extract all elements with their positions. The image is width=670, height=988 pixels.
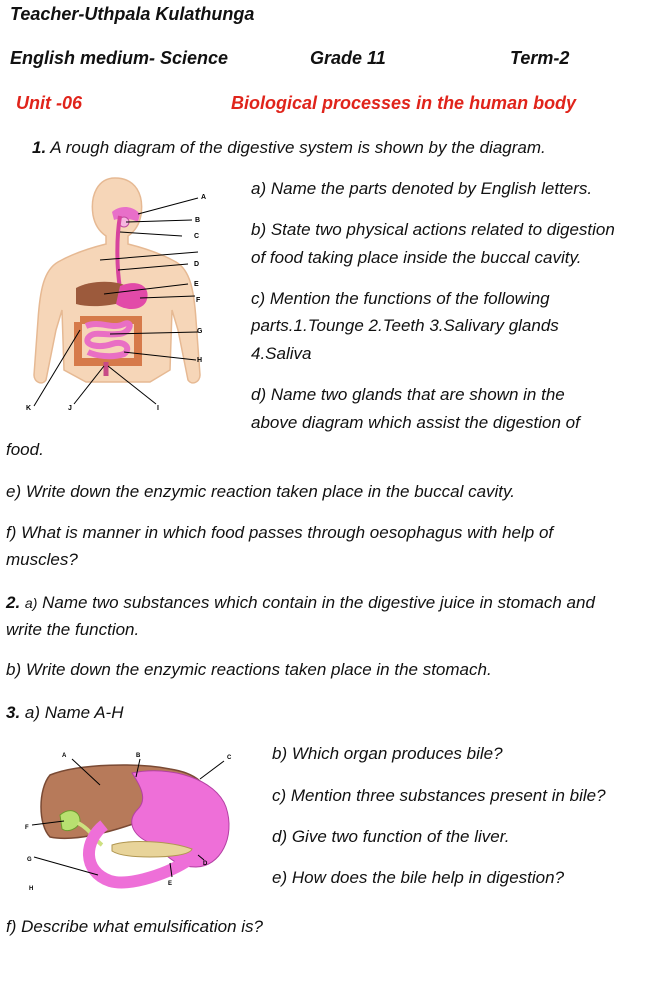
- q1-stem-text: A rough diagram of the digestive system is shown by the diagram.: [50, 138, 546, 157]
- q1-part-d-line1: d) Name two glands that are shown in the: [251, 385, 565, 404]
- q3-part-f: f) Describe what emulsification is?: [6, 917, 263, 936]
- q1-part-a: a) Name the parts denoted by English letters.: [251, 179, 593, 198]
- q3-part-e: e) How does the bile help in digestion?: [272, 868, 565, 887]
- liver-diagram-label-b: B: [136, 753, 141, 759]
- liver-pancreas-diagram: [20, 745, 250, 895]
- q1-number: 1.: [32, 138, 47, 157]
- unit-title: Biological processes in the human body: [231, 93, 577, 113]
- diagram-label-h: H: [197, 357, 203, 364]
- liver-diagram-label-a: A: [62, 753, 67, 759]
- q1-part-c-line3: 4.Saliva: [251, 344, 312, 363]
- q3-part-a-text: a) Name A-H: [20, 703, 124, 722]
- q3-number: 3.: [6, 703, 21, 722]
- q1-part-d-line3: food.: [6, 440, 44, 459]
- q3-part-d: d) Give two function of the liver.: [272, 827, 510, 846]
- q2-part-a-prefix: a): [24, 595, 38, 611]
- liver-diagram-label-e: E: [168, 881, 173, 887]
- liver-diagram-label-d: D: [203, 861, 208, 867]
- subject-label: English medium- Science: [10, 48, 229, 68]
- q1-part-f-line1: f) What is manner in which food passes through oesophagus with help of: [6, 523, 554, 542]
- q1-part-d-line2: above diagram which assist the digestion of: [251, 413, 580, 432]
- q2-number: 2.: [6, 593, 21, 612]
- diagram-label-c: C: [194, 233, 200, 240]
- diagram-label-e: E: [194, 281, 199, 288]
- term-label: Term-2: [510, 48, 570, 68]
- diagram-label-g: G: [197, 328, 203, 335]
- liver-diagram-label-h: H: [29, 886, 34, 892]
- teacher-name: Teacher-Uthpala Kulathunga: [10, 4, 255, 24]
- diagram-label-a: A: [201, 194, 207, 201]
- liver-diagram-label-c: C: [227, 755, 232, 761]
- grade-label: Grade 11: [310, 48, 386, 68]
- diagram-label-k: K: [26, 405, 32, 412]
- q2-part-a-line1: [6, 589, 595, 617]
- stomach: [116, 283, 148, 309]
- q3-part-a: [6, 699, 123, 726]
- diagram-label-j: J: [68, 405, 72, 412]
- q1-part-e: e) Write down the enzymic reaction taken place in the buccal cavity.: [6, 482, 515, 501]
- unit-label: Unit -06: [16, 93, 83, 113]
- q1-part-b-line1: b) State two physical actions related to digestion: [251, 220, 615, 239]
- q1-stem: [32, 134, 546, 161]
- diagram-label-i: I: [157, 405, 159, 412]
- q2-part-b: b) Write down the enzymic reactions taken place in the stomach.: [6, 660, 492, 679]
- q1-part-f-line2: muscles?: [6, 550, 78, 569]
- digestive-system-diagram: [20, 170, 245, 415]
- liver-diagram-label-g: G: [27, 857, 32, 863]
- liver-diagram-label-f: F: [25, 825, 29, 831]
- diagram-label-d: D: [194, 261, 200, 268]
- diagram-label-b: B: [195, 217, 201, 224]
- q2-part-a-line2: write the function.: [6, 620, 140, 639]
- q2-part-a-text: Name two substances which contain in the digestive juice in stomach and: [37, 593, 595, 612]
- q3-part-b: b) Which organ produces bile?: [272, 744, 503, 763]
- q1-part-c-line1: c) Mention the functions of the following: [251, 289, 550, 308]
- q3-part-c: c) Mention three substances present in bile?: [272, 786, 606, 805]
- q1-part-c-line2: parts.1.Tounge 2.Teeth 3.Salivary glands: [251, 316, 559, 335]
- diagram-label-f: F: [196, 297, 201, 304]
- q1-part-b-line2: of food taking place inside the buccal cavity.: [251, 248, 582, 267]
